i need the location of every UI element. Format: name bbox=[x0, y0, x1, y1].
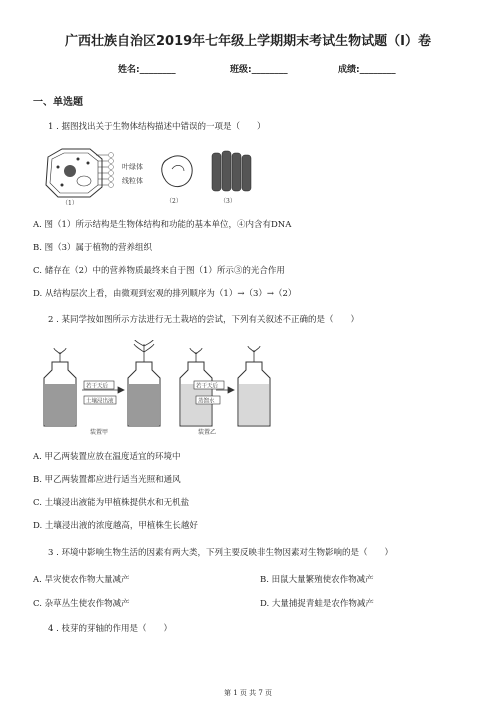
class-field bbox=[230, 62, 288, 75]
q3-option-b[interactable]: B. 田鼠大量繁殖使农作物减产 bbox=[260, 575, 374, 585]
plant-cell-diagram bbox=[46, 149, 114, 197]
page-footer: 第 1 页 共 7 页 bbox=[223, 689, 273, 697]
q3-option-a[interactable]: A. 旱灾使农作物大量减产 bbox=[33, 575, 130, 585]
score-label: 成绩: bbox=[338, 65, 360, 75]
q3-option-c[interactable]: C. 杂草丛生使农作物减产 bbox=[33, 599, 130, 609]
section-heading: 一、单选题 bbox=[33, 97, 83, 108]
question-2-stem: 2 . 某同学按如图所示方法进行无土栽培的尝试，下列有关叙述不正确的是（ ） bbox=[48, 315, 360, 325]
class-label: 班级: bbox=[230, 65, 252, 75]
fig1-caption-3: （3） bbox=[220, 198, 236, 205]
q3-option-d[interactable]: D. 大量捕捉青蛙是农作物减产 bbox=[260, 599, 374, 609]
name-blank: ________ bbox=[139, 65, 176, 75]
question-1-stem: 1 . 据图找出关于生物体结构描述中错误的一项是（ ） bbox=[48, 122, 266, 132]
fig1-caption-2: （2） bbox=[166, 198, 182, 205]
question-4-stem: 4 . 枝芽的芽轴的作用是（ ） bbox=[48, 624, 173, 634]
class-blank: ________ bbox=[251, 65, 288, 75]
name-field bbox=[118, 62, 176, 75]
score-blank: ________ bbox=[359, 65, 396, 75]
name-label: 姓名: bbox=[118, 65, 140, 75]
seed-diagram bbox=[162, 156, 192, 187]
fig2-label-days-1: 若干天后 bbox=[86, 383, 109, 390]
fig1-label-chloroplast: 叶绿体 bbox=[122, 163, 143, 171]
fig2-label-days-2: 若干天后 bbox=[196, 383, 219, 390]
fig2-label-soil: 土壤浸出液 bbox=[86, 398, 114, 405]
tissue-diagram bbox=[212, 151, 251, 191]
q1-option-b[interactable]: B. 图（3）属于植物的营养组织 bbox=[33, 243, 153, 253]
q2-option-a[interactable]: A. 甲乙两装置应放在温度适宜的环境中 bbox=[33, 452, 181, 462]
fig2-label-device-a: 装置甲 bbox=[90, 429, 109, 436]
q1-option-a[interactable]: A. 图（1）所示结构是生物体结构和功能的基本单位，④内含有DNA bbox=[33, 220, 292, 230]
q1-figure bbox=[40, 145, 300, 205]
q1-option-c[interactable]: C. 储存在（2）中的营养物质最终来自于图（1）所示③的光合作用 bbox=[33, 266, 285, 276]
q2-option-b[interactable]: B. 甲乙两装置都应进行适当光照和通风 bbox=[33, 475, 181, 485]
score-field bbox=[338, 62, 396, 75]
question-3-stem: 3 . 环境中影响生物生活的因素有两大类，下列主要反映非生物因素对生物影响的是（ ） bbox=[48, 548, 394, 558]
q2-option-d[interactable]: D. 土壤浸出液的浓度越高，甲植株生长越好 bbox=[33, 521, 198, 531]
q2-option-c[interactable]: C. 土壤浸出液能为甲植株提供水和无机盐 bbox=[33, 498, 190, 508]
fig2-label-water: 蒸馏水 bbox=[198, 398, 215, 405]
page-title: 广西壮族自治区2019年七年级上学期期末考试生物试题（I）卷 bbox=[64, 34, 432, 49]
fig2-label-device-b: 装置乙 bbox=[198, 429, 217, 436]
fig1-label-mitochondria: 线粒体 bbox=[122, 177, 143, 185]
q1-option-d[interactable]: D. 从结构层次上看，由微观到宏观的排列顺序为（1）→（3）→（2） bbox=[33, 289, 297, 299]
q2-figure bbox=[38, 340, 278, 440]
fig1-caption-1: （1） bbox=[62, 200, 78, 205]
